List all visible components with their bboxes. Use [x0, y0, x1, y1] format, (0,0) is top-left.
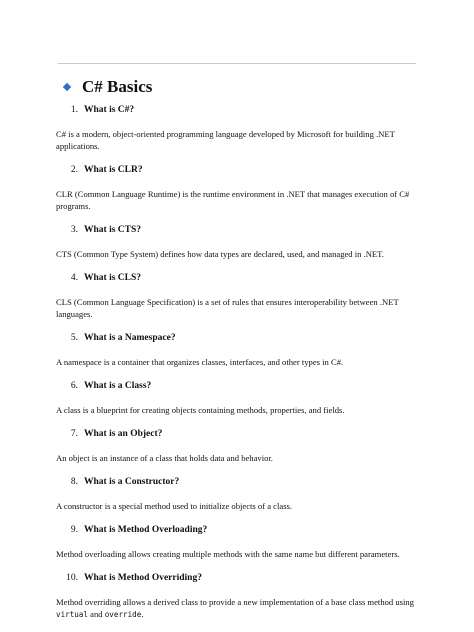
- question-7: 7. What is an Object?: [70, 429, 163, 439]
- answer-2: CLR (Common Language Runtime) is the runtime environment in .NET that manages execution of C# programs.: [56, 189, 410, 211]
- answer-1: C# is a modern, object-oriented programming language developed by Microsoft for building .NET applications.: [56, 129, 395, 151]
- answer-7: An object is an instance of a class that holds data and behavior.: [56, 453, 273, 463]
- answer-4: CLS (Common Language Specification) is a set of rules that ensures interoperability between .NET languages.: [56, 297, 399, 319]
- qa-item-2: [56, 164, 418, 212]
- code-virtual: virtual: [56, 610, 89, 619]
- answer-8: A constructor is a special method used to initialize objects of a class.: [56, 501, 293, 511]
- answer-5: A namespace is a container that organizes classes, interfaces, and other types in C#.: [56, 357, 344, 367]
- qa-item-8: [56, 476, 418, 512]
- top-divider: [58, 63, 416, 64]
- qa-item-3: [56, 224, 418, 260]
- question-5: 5. What is a Namespace?: [70, 333, 176, 343]
- question-1: 1. What is C#?: [70, 105, 135, 115]
- qa-item-5: [56, 332, 418, 368]
- qa-item-7: [56, 428, 418, 464]
- question-4: 4. What is CLS?: [70, 273, 142, 283]
- question-2: 2. What is CLR?: [70, 165, 143, 175]
- qa-item-6: [56, 380, 418, 416]
- diamond-bullet-icon: [63, 83, 71, 91]
- question-8: 8. What is a Constructor?: [70, 477, 180, 487]
- question-3: 3. What is CTS?: [70, 225, 142, 235]
- question-9: 9. What is Method Overloading?: [70, 525, 208, 535]
- qa-item-10: [56, 572, 418, 621]
- qa-item-9: [56, 524, 418, 560]
- qa-list: [56, 104, 418, 632]
- code-override: override: [104, 610, 142, 619]
- qa-item-1: [56, 104, 418, 152]
- section-title: C# Basics: [82, 77, 153, 96]
- qa-item-4: [56, 272, 418, 320]
- question-6: 6. What is a Class?: [70, 381, 152, 391]
- answer-10: Method overriding allows a derived class to provide a new implementation of a base class method using virtual and override.: [56, 597, 414, 619]
- answer-9: Method overloading allows creating multiple methods with the same name but different parameters.: [56, 549, 400, 559]
- answer-6: A class is a blueprint for creating objects containing methods, properties, and fields.: [56, 405, 345, 415]
- answer-3: CTS (Common Type System) defines how data types are declared, used, and managed in .NET.: [56, 249, 384, 259]
- section-heading: [62, 76, 152, 98]
- question-10: 10. What is Method Overriding?: [66, 573, 202, 583]
